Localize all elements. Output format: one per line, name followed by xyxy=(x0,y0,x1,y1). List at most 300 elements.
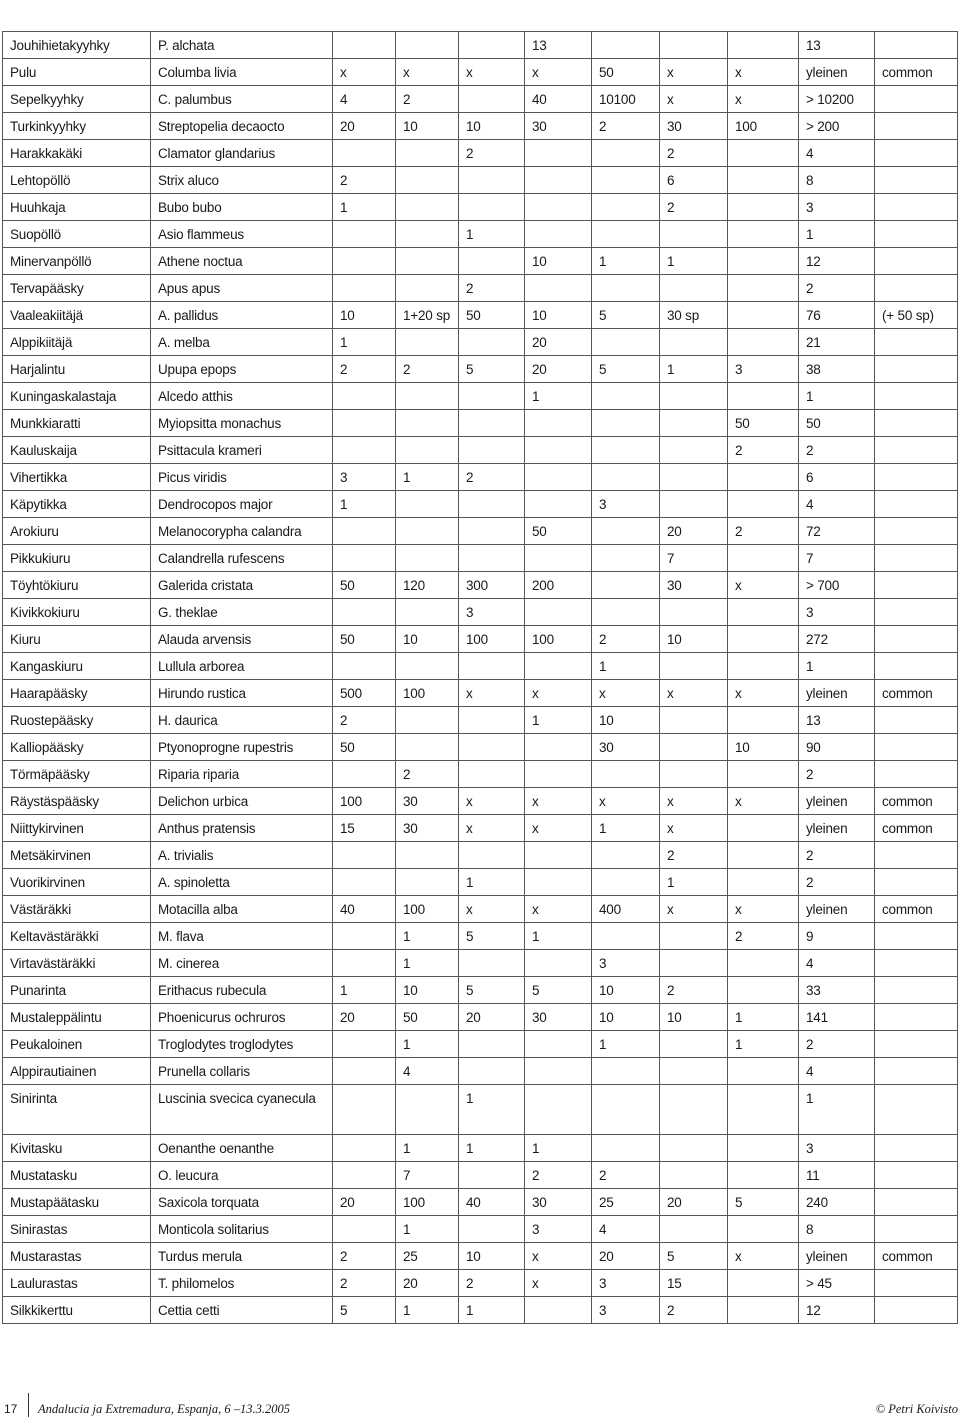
count-3-cell xyxy=(459,32,525,59)
finnish-name-cell: Kuningaskalastaja xyxy=(3,383,151,410)
finnish-name-cell: Virtavästäräkki xyxy=(3,950,151,977)
finnish-name-cell: Minervanpöllö xyxy=(3,248,151,275)
count-1-cell: 2 xyxy=(333,167,396,194)
count-6-cell: x xyxy=(660,86,728,113)
note-cell xyxy=(875,518,958,545)
table-row xyxy=(3,653,958,680)
count-4-cell: 50 xyxy=(525,518,592,545)
note-cell xyxy=(875,653,958,680)
count-6-cell: 7 xyxy=(660,545,728,572)
count-4-cell: 1 xyxy=(525,383,592,410)
table-row xyxy=(3,1162,958,1189)
count-7-cell xyxy=(728,140,799,167)
count-7-cell xyxy=(728,869,799,896)
count-2-cell: 1 xyxy=(396,464,459,491)
count-6-cell: 2 xyxy=(660,977,728,1004)
count-6-cell xyxy=(660,1085,728,1135)
footer-divider xyxy=(28,1393,29,1417)
total-cell: yleinen xyxy=(799,788,875,815)
count-7-cell xyxy=(728,167,799,194)
count-5-cell: 50 xyxy=(592,59,660,86)
count-3-cell: x xyxy=(459,59,525,86)
count-2-cell: 7 xyxy=(396,1162,459,1189)
scientific-name-cell: Galerida cristata xyxy=(151,572,333,599)
scientific-name-cell: Saxicola torquata xyxy=(151,1189,333,1216)
note-cell xyxy=(875,842,958,869)
count-1-cell: 500 xyxy=(333,680,396,707)
count-1-cell xyxy=(333,275,396,302)
table-row xyxy=(3,518,958,545)
count-5-cell xyxy=(592,599,660,626)
count-1-cell xyxy=(333,1135,396,1162)
count-6-cell: x xyxy=(660,896,728,923)
count-5-cell: x xyxy=(592,680,660,707)
count-4-cell xyxy=(525,869,592,896)
note-cell: common xyxy=(875,59,958,86)
count-5-cell: 400 xyxy=(592,896,660,923)
table-row xyxy=(3,140,958,167)
note-cell xyxy=(875,1004,958,1031)
count-4-cell xyxy=(525,842,592,869)
finnish-name-cell: Suopöllö xyxy=(3,221,151,248)
copyright-credit: © Petri Koivisto xyxy=(875,1402,958,1416)
note-cell xyxy=(875,329,958,356)
count-5-cell xyxy=(592,842,660,869)
count-5-cell: 5 xyxy=(592,302,660,329)
count-3-cell: 20 xyxy=(459,1004,525,1031)
count-6-cell: 2 xyxy=(660,194,728,221)
finnish-name-cell: Jouhihietakyyhky xyxy=(3,32,151,59)
scientific-name-cell: G. theklae xyxy=(151,599,333,626)
count-1-cell: 1 xyxy=(333,329,396,356)
total-cell: > 200 xyxy=(799,113,875,140)
count-5-cell: 1 xyxy=(592,1031,660,1058)
note-cell xyxy=(875,383,958,410)
scientific-name-cell: Melanocorypha calandra xyxy=(151,518,333,545)
count-6-cell: x xyxy=(660,815,728,842)
count-2-cell xyxy=(396,167,459,194)
count-1-cell xyxy=(333,1058,396,1085)
scientific-name-cell: O. leucura xyxy=(151,1162,333,1189)
total-cell: 4 xyxy=(799,491,875,518)
table-row xyxy=(3,1031,958,1058)
table-row xyxy=(3,599,958,626)
table-row xyxy=(3,113,958,140)
count-3-cell: 100 xyxy=(459,626,525,653)
count-4-cell xyxy=(525,221,592,248)
count-5-cell: 2 xyxy=(592,113,660,140)
scientific-name-cell: Asio flammeus xyxy=(151,221,333,248)
total-cell: yleinen xyxy=(799,1243,875,1270)
total-cell: 1 xyxy=(799,1085,875,1135)
count-7-cell xyxy=(728,1085,799,1135)
total-cell: 11 xyxy=(799,1162,875,1189)
count-2-cell: 100 xyxy=(396,896,459,923)
count-6-cell xyxy=(660,329,728,356)
count-3-cell xyxy=(459,1216,525,1243)
table-row xyxy=(3,59,958,86)
total-cell: 38 xyxy=(799,356,875,383)
count-4-cell xyxy=(525,491,592,518)
count-5-cell xyxy=(592,410,660,437)
count-1-cell xyxy=(333,1216,396,1243)
count-4-cell: x xyxy=(525,1270,592,1297)
count-2-cell: 10 xyxy=(396,977,459,1004)
count-1-cell xyxy=(333,437,396,464)
count-4-cell: 30 xyxy=(525,1189,592,1216)
count-2-cell: 100 xyxy=(396,680,459,707)
table-row xyxy=(3,734,958,761)
count-2-cell: 2 xyxy=(396,86,459,113)
table-row xyxy=(3,869,958,896)
finnish-name-cell: Sinirinta xyxy=(3,1085,151,1135)
count-4-cell: 10 xyxy=(525,248,592,275)
count-3-cell: 50 xyxy=(459,302,525,329)
count-4-cell: 20 xyxy=(525,356,592,383)
table-row xyxy=(3,302,958,329)
count-5-cell xyxy=(592,518,660,545)
count-6-cell: 30 sp xyxy=(660,302,728,329)
count-7-cell: 2 xyxy=(728,437,799,464)
total-cell: 2 xyxy=(799,275,875,302)
count-7-cell: 2 xyxy=(728,518,799,545)
scientific-name-cell: Picus viridis xyxy=(151,464,333,491)
count-7-cell xyxy=(728,491,799,518)
count-7-cell xyxy=(728,329,799,356)
note-cell xyxy=(875,464,958,491)
page-footer xyxy=(0,1390,960,1419)
table-row xyxy=(3,275,958,302)
count-2-cell: x xyxy=(396,59,459,86)
count-6-cell xyxy=(660,734,728,761)
note-cell xyxy=(875,1189,958,1216)
count-3-cell xyxy=(459,194,525,221)
count-1-cell: 100 xyxy=(333,788,396,815)
count-6-cell: x xyxy=(660,680,728,707)
count-2-cell: 1 xyxy=(396,1031,459,1058)
note-cell xyxy=(875,1162,958,1189)
finnish-name-cell: Punarinta xyxy=(3,977,151,1004)
note-cell: common xyxy=(875,788,958,815)
count-4-cell xyxy=(525,275,592,302)
count-2-cell: 50 xyxy=(396,1004,459,1031)
finnish-name-cell: Tervapääsky xyxy=(3,275,151,302)
count-2-cell xyxy=(396,275,459,302)
count-7-cell: 1 xyxy=(728,1004,799,1031)
table-row xyxy=(3,221,958,248)
finnish-name-cell: Vuorikirvinen xyxy=(3,869,151,896)
count-6-cell xyxy=(660,32,728,59)
total-cell: 90 xyxy=(799,734,875,761)
scientific-name-cell: Prunella collaris xyxy=(151,1058,333,1085)
count-2-cell: 10 xyxy=(396,626,459,653)
total-cell: 1 xyxy=(799,383,875,410)
finnish-name-cell: Vaaleakiitäjä xyxy=(3,302,151,329)
count-7-cell xyxy=(728,626,799,653)
count-6-cell: x xyxy=(660,59,728,86)
note-cell xyxy=(875,194,958,221)
table-row xyxy=(3,167,958,194)
count-5-cell xyxy=(592,167,660,194)
count-2-cell xyxy=(396,842,459,869)
note-cell xyxy=(875,410,958,437)
count-2-cell xyxy=(396,194,459,221)
note-cell xyxy=(875,1135,958,1162)
count-6-cell xyxy=(660,491,728,518)
count-2-cell xyxy=(396,599,459,626)
count-4-cell xyxy=(525,1297,592,1324)
total-cell: 50 xyxy=(799,410,875,437)
count-6-cell: 5 xyxy=(660,1243,728,1270)
finnish-name-cell: Ruostepääsky xyxy=(3,707,151,734)
total-cell: 2 xyxy=(799,437,875,464)
table-row xyxy=(3,545,958,572)
total-cell: 13 xyxy=(799,707,875,734)
count-4-cell: 1 xyxy=(525,1135,592,1162)
count-2-cell: 1 xyxy=(396,1216,459,1243)
note-cell xyxy=(875,761,958,788)
count-5-cell xyxy=(592,923,660,950)
total-cell: 21 xyxy=(799,329,875,356)
note-cell xyxy=(875,572,958,599)
count-1-cell xyxy=(333,1085,396,1135)
note-cell xyxy=(875,140,958,167)
count-4-cell: 30 xyxy=(525,1004,592,1031)
scientific-name-cell: Luscinia svecica cyanecula xyxy=(151,1085,333,1135)
count-1-cell: 40 xyxy=(333,896,396,923)
note-cell xyxy=(875,734,958,761)
total-cell: yleinen xyxy=(799,59,875,86)
count-6-cell: 15 xyxy=(660,1270,728,1297)
count-4-cell xyxy=(525,437,592,464)
total-cell: 4 xyxy=(799,140,875,167)
count-5-cell: 20 xyxy=(592,1243,660,1270)
count-5-cell xyxy=(592,1085,660,1135)
count-7-cell: x xyxy=(728,896,799,923)
count-1-cell xyxy=(333,950,396,977)
count-7-cell xyxy=(728,275,799,302)
count-3-cell: 40 xyxy=(459,1189,525,1216)
note-cell xyxy=(875,491,958,518)
count-5-cell xyxy=(592,329,660,356)
count-1-cell xyxy=(333,923,396,950)
count-2-cell: 30 xyxy=(396,815,459,842)
scientific-name-cell: Bubo bubo xyxy=(151,194,333,221)
count-7-cell xyxy=(728,221,799,248)
count-2-cell xyxy=(396,383,459,410)
count-3-cell xyxy=(459,383,525,410)
trip-title: Andalucia ja Extremadura, Espanja, 6 –13.3.2005 xyxy=(38,1402,290,1416)
table-row xyxy=(3,1297,958,1324)
count-5-cell: 3 xyxy=(592,1297,660,1324)
note-cell xyxy=(875,1297,958,1324)
count-7-cell xyxy=(728,1135,799,1162)
count-1-cell xyxy=(333,518,396,545)
finnish-name-cell: Sinirastas xyxy=(3,1216,151,1243)
count-6-cell xyxy=(660,1216,728,1243)
count-4-cell: 10 xyxy=(525,302,592,329)
count-6-cell xyxy=(660,1031,728,1058)
finnish-name-cell: Haarapääsky xyxy=(3,680,151,707)
count-2-cell: 25 xyxy=(396,1243,459,1270)
scientific-name-cell: Columba livia xyxy=(151,59,333,86)
count-1-cell xyxy=(333,599,396,626)
count-3-cell xyxy=(459,1031,525,1058)
finnish-name-cell: Kangaskiuru xyxy=(3,653,151,680)
table-row xyxy=(3,815,958,842)
total-cell: 7 xyxy=(799,545,875,572)
count-6-cell xyxy=(660,599,728,626)
count-4-cell xyxy=(525,167,592,194)
table-row xyxy=(3,1270,958,1297)
count-7-cell: x xyxy=(728,572,799,599)
count-1-cell xyxy=(333,1031,396,1058)
count-3-cell: 1 xyxy=(459,221,525,248)
count-6-cell xyxy=(660,707,728,734)
scientific-name-cell: Dendrocopos major xyxy=(151,491,333,518)
finnish-name-cell: Silkkikerttu xyxy=(3,1297,151,1324)
finnish-name-cell: Pikkukiuru xyxy=(3,545,151,572)
note-cell xyxy=(875,545,958,572)
count-1-cell: 2 xyxy=(333,356,396,383)
finnish-name-cell: Harjalintu xyxy=(3,356,151,383)
count-5-cell: 2 xyxy=(592,626,660,653)
finnish-name-cell: Munkkiaratti xyxy=(3,410,151,437)
note-cell xyxy=(875,167,958,194)
count-1-cell: 1 xyxy=(333,977,396,1004)
count-5-cell: 1 xyxy=(592,653,660,680)
finnish-name-cell: Alppirautiainen xyxy=(3,1058,151,1085)
count-7-cell xyxy=(728,194,799,221)
scientific-name-cell: Clamator glandarius xyxy=(151,140,333,167)
count-7-cell xyxy=(728,1162,799,1189)
count-4-cell xyxy=(525,950,592,977)
count-4-cell: x xyxy=(525,788,592,815)
finnish-name-cell: Arokiuru xyxy=(3,518,151,545)
table-row xyxy=(3,1058,958,1085)
count-6-cell: 1 xyxy=(660,869,728,896)
table-row xyxy=(3,1085,958,1135)
scientific-name-cell: Motacilla alba xyxy=(151,896,333,923)
total-cell: 12 xyxy=(799,1297,875,1324)
count-6-cell: 1 xyxy=(660,356,728,383)
count-7-cell xyxy=(728,464,799,491)
count-1-cell xyxy=(333,545,396,572)
count-3-cell xyxy=(459,86,525,113)
count-4-cell: 40 xyxy=(525,86,592,113)
scientific-name-cell: H. daurica xyxy=(151,707,333,734)
count-6-cell: 20 xyxy=(660,518,728,545)
table-row xyxy=(3,977,958,1004)
count-4-cell: 1 xyxy=(525,923,592,950)
table-row xyxy=(3,788,958,815)
finnish-name-cell: Kalliopääsky xyxy=(3,734,151,761)
table-row xyxy=(3,356,958,383)
note-cell xyxy=(875,221,958,248)
scientific-name-cell: Calandrella rufescens xyxy=(151,545,333,572)
table-row xyxy=(3,950,958,977)
count-7-cell xyxy=(728,302,799,329)
count-4-cell: 5 xyxy=(525,977,592,1004)
count-2-cell: 1 xyxy=(396,1135,459,1162)
count-3-cell xyxy=(459,545,525,572)
count-6-cell xyxy=(660,1135,728,1162)
count-7-cell xyxy=(728,383,799,410)
count-3-cell: x xyxy=(459,680,525,707)
count-1-cell: 2 xyxy=(333,707,396,734)
count-3-cell: x xyxy=(459,788,525,815)
scientific-name-cell: Lullula arborea xyxy=(151,653,333,680)
count-2-cell: 10 xyxy=(396,113,459,140)
count-7-cell: 5 xyxy=(728,1189,799,1216)
count-6-cell xyxy=(660,1162,728,1189)
count-4-cell: 3 xyxy=(525,1216,592,1243)
scientific-name-cell: Phoenicurus ochruros xyxy=(151,1004,333,1031)
count-1-cell: 20 xyxy=(333,1004,396,1031)
total-cell: 2 xyxy=(799,761,875,788)
count-4-cell: 13 xyxy=(525,32,592,59)
table-row xyxy=(3,626,958,653)
count-5-cell: 10100 xyxy=(592,86,660,113)
count-5-cell xyxy=(592,572,660,599)
table-row xyxy=(3,572,958,599)
table-row xyxy=(3,923,958,950)
count-7-cell xyxy=(728,761,799,788)
count-6-cell xyxy=(660,923,728,950)
scientific-name-cell: Riparia riparia xyxy=(151,761,333,788)
note-cell: common xyxy=(875,1243,958,1270)
scientific-name-cell: C. palumbus xyxy=(151,86,333,113)
total-cell: 3 xyxy=(799,599,875,626)
note-cell xyxy=(875,626,958,653)
count-5-cell xyxy=(592,437,660,464)
bird-observation-table xyxy=(2,31,958,1324)
finnish-name-cell: Alppikiitäjä xyxy=(3,329,151,356)
total-cell: > 700 xyxy=(799,572,875,599)
count-7-cell: 2 xyxy=(728,923,799,950)
table-row xyxy=(3,1216,958,1243)
count-7-cell xyxy=(728,842,799,869)
total-cell: 8 xyxy=(799,1216,875,1243)
count-7-cell: 10 xyxy=(728,734,799,761)
count-4-cell xyxy=(525,599,592,626)
total-cell: yleinen xyxy=(799,815,875,842)
count-6-cell xyxy=(660,464,728,491)
count-2-cell: 1+20 sp xyxy=(396,302,459,329)
scientific-name-cell: Monticola solitarius xyxy=(151,1216,333,1243)
count-4-cell: x xyxy=(525,815,592,842)
page-number: 17 xyxy=(4,1402,18,1416)
table-row xyxy=(3,491,958,518)
count-3-cell: 1 xyxy=(459,869,525,896)
note-cell: common xyxy=(875,815,958,842)
count-2-cell: 2 xyxy=(396,761,459,788)
note-cell: common xyxy=(875,680,958,707)
count-2-cell xyxy=(396,140,459,167)
finnish-name-cell: Huuhkaja xyxy=(3,194,151,221)
count-2-cell xyxy=(396,707,459,734)
count-2-cell xyxy=(396,1085,459,1135)
total-cell: 141 xyxy=(799,1004,875,1031)
count-2-cell: 1 xyxy=(396,1297,459,1324)
count-1-cell xyxy=(333,383,396,410)
table-row xyxy=(3,707,958,734)
finnish-name-cell: Kiuru xyxy=(3,626,151,653)
count-2-cell xyxy=(396,221,459,248)
count-6-cell xyxy=(660,761,728,788)
count-4-cell: 200 xyxy=(525,572,592,599)
note-cell xyxy=(875,1270,958,1297)
